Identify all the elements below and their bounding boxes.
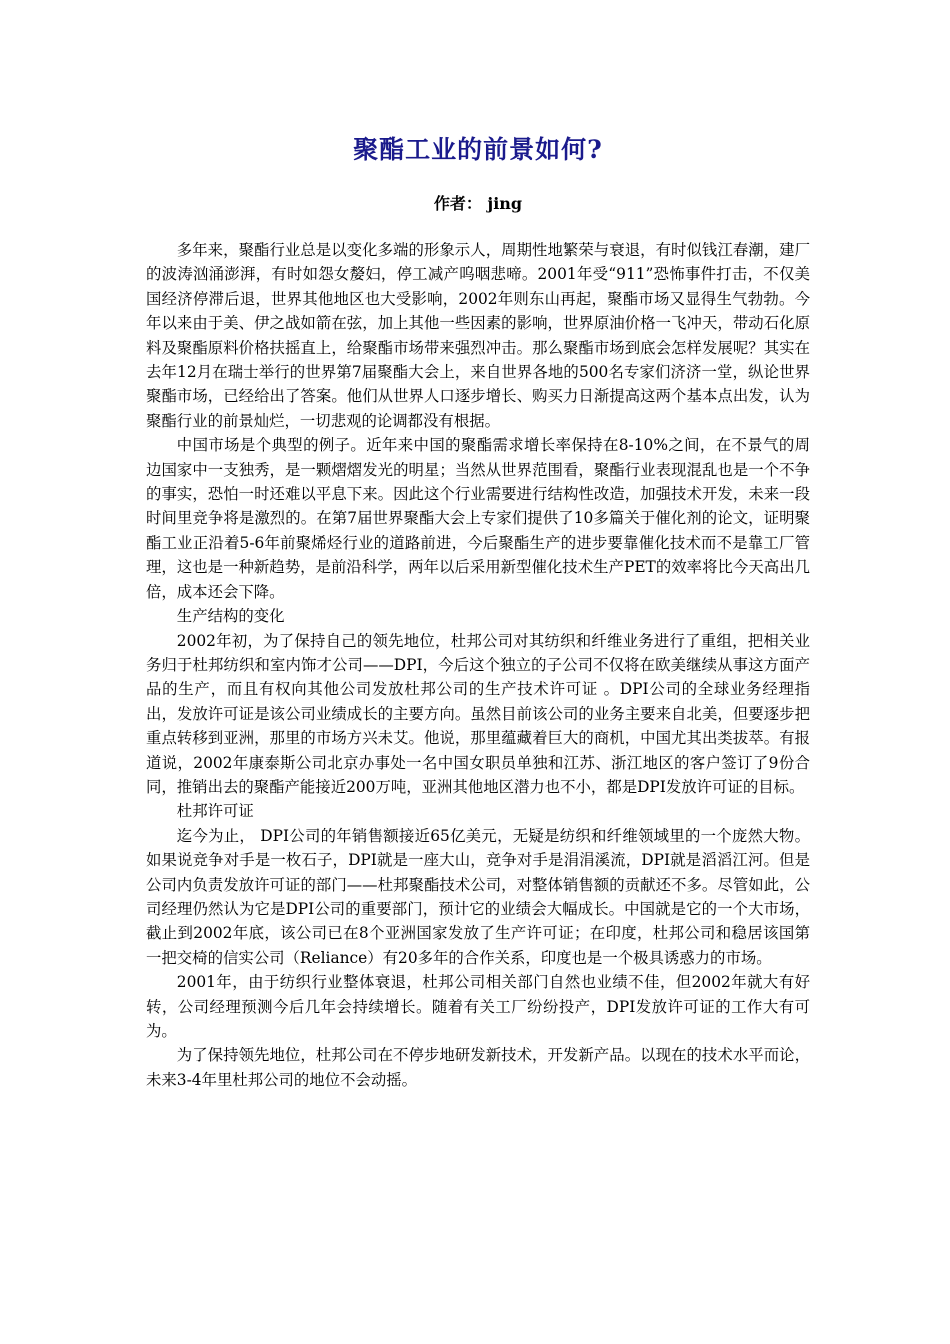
paragraph: 2002年初，为了保持自己的领先地位，杜邦公司对其纺织和纤维业务进行了重组，把相关业务归于杜邦纺织和室内饰才公司——DPI，今后这个独立的子公司不仅将在欧美继续从事这方面产品的生产，而且有权向其他公司发放杜邦公司的生产技术许可证 。DPI公司的全球业务经理指出，发放许可证是该公司业绩成长的主要方向。虽然目前该公司的业务主要来自北美，但要逐步把重点转移到亚洲，那里的市场方兴未艾。他说，那里蕴藏着巨大的商机，中国尤其出类拔萃。有报道说，2002年康泰斯公司北京办事处一名中国女职员单独和江苏、浙江地区的客户签订了9份合同，推销出去的聚酯产能接近200万吨，亚洲其他地区潜力也不小，都是DPI发放许可证的目标。: [146, 631, 810, 796]
section-heading: 杜邦许可证: [176, 802, 254, 821]
paragraph: 迄今为止， DPI公司的年销售额接近65亿美元，无疑是纺织和纤维领域里的一个庞然大物。如果说竞争对手是一枚石子，DPI就是一座大山，竞争对手是涓涓溪流，DPI就是滔滔江河。但是公司内负责发放许可证的部门——杜邦聚酯技术公司，对整体销售额的贡献还不多。尽管如此，公司经理仍然认为它是DPI公司的重要部门，预计它的业绩会大幅成长。中国就是它的一个大市场，截止到2002年底，该公司已在8个亚洲国家发放了生产许可证；在印度，杜邦公司和稳居该国第一把交椅的信实公司（Reliance）有20多年的合作关系，印度也是一个极具诱惑力的市场。: [146, 826, 810, 967]
document-page: [146, 128, 810, 1092]
section-heading: 生产结构的变化: [176, 607, 285, 626]
paragraph: 2001年，由于纺织行业整体衰退，杜邦公司相关部门自然也业绩不佳，但2002年就大有好转，公司经理预测今后几年会持续增长。随着有关工厂纷纷投产，DPI发放许可证的工作大有可为。: [146, 973, 810, 1040]
article-author: 作者： jing: [433, 194, 523, 213]
paragraph: 多年来，聚酯行业总是以变化多端的形象示人，周期性地繁荣与衰退，有时似钱江春潮，建厂的波涛汹涌澎湃，有时如怨女嫠妇，停工减产呜咽悲啼。2001年受“911”恐怖事件打击，不仅美国经济停滞后退，世界其他地区也大受影响，2002年则东山再起，聚酯市场又显得生气勃勃。今年以来由于美、伊之战如箭在弦，加上其他一些因素的影响，世界原油价格一飞冲天，带动石化原料及聚酯原料价格扶摇直上，给聚酯市场带来强烈冲击。那么聚酯市场到底会怎样发展呢？其实在去年12月在瑞士举行的世界第7届聚酯大会上，来自世界各地的500名专家们济济一堂，纵论世界聚酯市场，已经给出了答案。他们从世界人口逐步增长、购买力日渐提高这两个基本点出发，认为聚酯行业的前景灿烂，一切悲观的论调都没有根据。: [146, 241, 810, 430]
paragraph: 中国市场是个典型的例子。近年来中国的聚酯需求增长率保持在8-10%之间，在不景气的周边国家中一支独秀，是一颗熠熠发光的明星；当然从世界范围看，聚酯行业表现混乱也是一个不争的事实，恐怕一时还难以平息下来。因此这个行业需要进行结构性改造，加强技术开发，未来一段时间里竞争将是激烈的。在第7届世界聚酯大会上专家们提供了10多篇关于催化剂的论文，证明聚酯工业正沿着5-6年前聚烯烃行业的道路前进，今后聚酯生产的进步要靠催化技术而不是靠工厂管理，这也是一种新趋势，是前沿科学，两年以后采用新型催化技术生产PET的效率将比今天高出几倍，成本还会下降。: [146, 436, 810, 601]
article-body: [146, 238, 810, 1092]
paragraph: 为了保持领先地位，杜邦公司在不停步地研发新技术，开发新产品。以现在的技术水平而论，未来3-4年里杜邦公司的地位不会动摇。: [146, 1046, 810, 1089]
article-title: 聚酯工业的前景如何?: [353, 135, 603, 164]
